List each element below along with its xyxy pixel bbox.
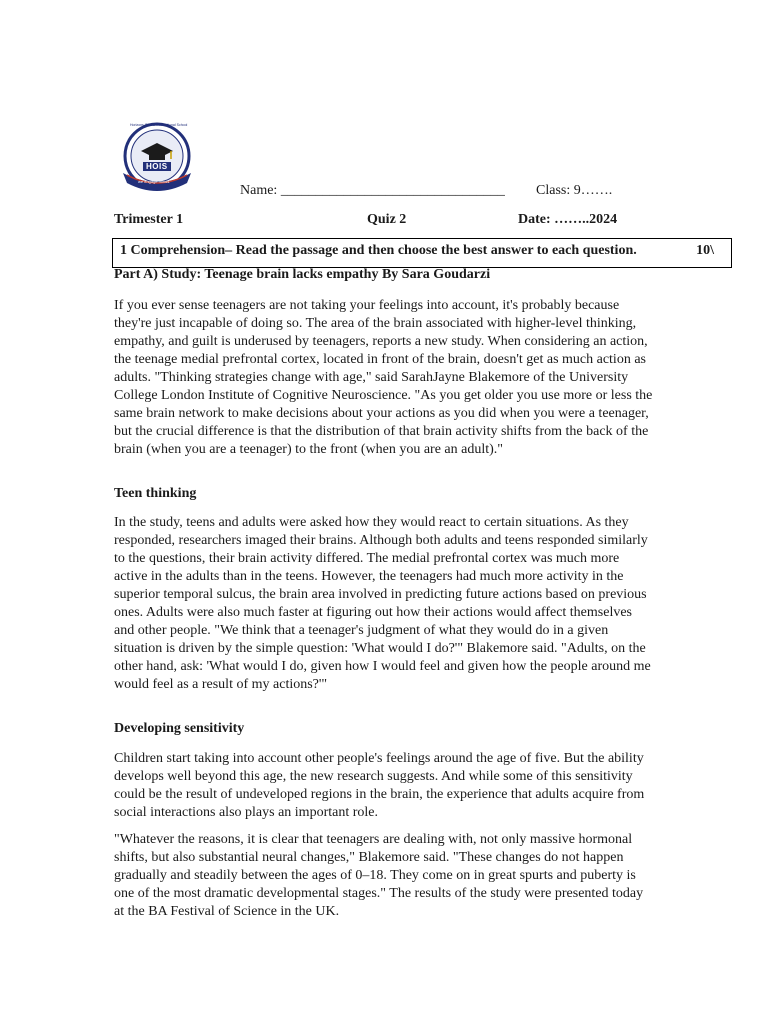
logo-ring-text: Horizons Official International School	[130, 123, 188, 127]
date-label: Date: ……..2024	[518, 212, 618, 227]
class-field-label: Class: 9…….	[536, 183, 613, 198]
passage-paragraph-4: "Whatever the reasons, it is clear that teenagers are dealing with, not only massive hormonal shifts, but also substantial neural changes," Blakemore said. "These changes do not happen gradually and steadily between the ages of 0–18. They come on in great spurts and puberty is one of the most dramatic developmental stages." The results of the study were presented today at the BA Festival of Science in the UK.	[114, 832, 644, 919]
name-field-label: Name: ________________________________	[240, 183, 505, 198]
passage-paragraph-2: In the study, teens and adults were asked how they would react to certain situations. As they responded, researchers imaged their brains. Although both adults and teens responded similarly to the questions, their brain activity differed. The medial prefrontal cortex was much more active in the adults than in the teens. However, the teenagers had much more activity in the superior temporal sulcus, the brain area involved in predicting future actions based on previous ones. Adults were also much faster at figuring out how their actions would affect themselves and other people. "We think that a teenager's judgment of what they would do in a given situation is driven by the simple question: 'What would I do?'" Blakemore said. "Adults, on the other hand, ask: 'What would I do, given how I would feel and given how the people around me would feel as a result of my actions?'"	[114, 515, 651, 692]
instruction-marks: 10\	[696, 243, 714, 258]
part-title: Part A) Study: Teenage brain lacks empathy By Sara Goudarzi	[114, 267, 491, 282]
trimester-label: Trimester 1	[114, 212, 184, 227]
instruction-text: 1 Comprehension– Read the passage and then choose the best answer to each question.	[120, 243, 637, 258]
instruction-box	[112, 238, 732, 268]
logo-abbreviation: HOIS	[146, 162, 168, 171]
logo-ribbon-text: we engage minds	[138, 179, 170, 184]
school-logo	[113, 121, 201, 195]
section-heading-developing-sensitivity: Developing sensitivity	[114, 721, 245, 736]
passage-paragraph-1: If you ever sense teenagers are not taking your feelings into account, it's probably because they're just incapable of doing so. The area of the brain associated with higher-level thinking, empathy, and guilt is underused by teenagers, reports a new study. When considering an action, the teenage medial prefrontal cortex, located in front of the brain, doesn't get as much action as adults. "Thinking strategies change with age," said SarahJayne Blakemore of the University College London Institute of Cognitive Neuroscience. "As you get older you use more or less the same brain network to make decisions about your actions as you did when you were a teenager, but the crucial difference is that the distribution of that brain activity shifts from the back of the brain (when you are a teenager) to the front (when you are an adult)."	[114, 298, 653, 457]
quiz-label: Quiz 2	[367, 212, 407, 227]
passage-paragraph-3: Children start taking into account other people's feelings around the age of five. But the ability develops well beyond this age, the new research suggests. And while some of this sensitivity could be the result of undeveloped regions in the brain, the experience that adults acquire from social interactions also plays an important role.	[114, 751, 645, 820]
section-heading-teen-thinking: Teen thinking	[114, 486, 197, 501]
